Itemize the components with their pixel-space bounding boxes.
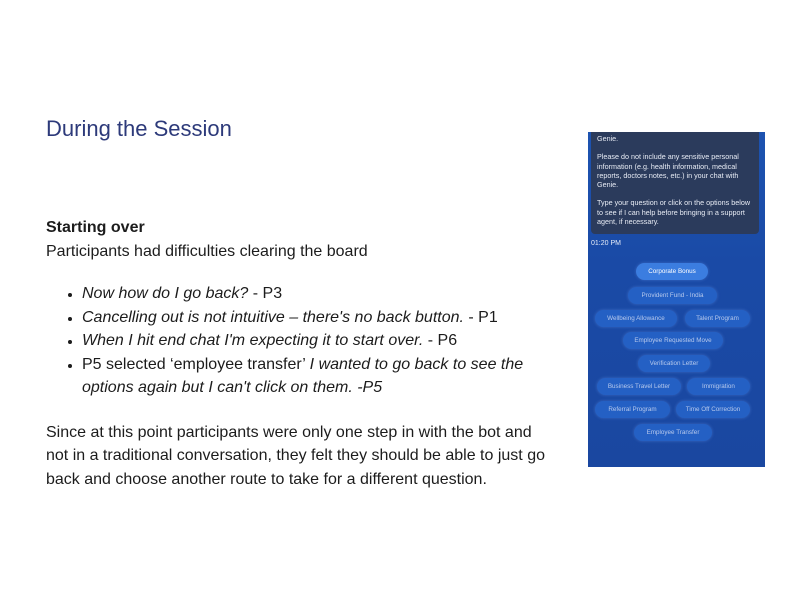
- bot-message-line: Type your question or click on the options below to see if I can help before bringing in a support agent, if necessary.: [597, 198, 751, 227]
- bot-message-bubble: [591, 132, 759, 234]
- bot-message-line: Please do not include any sensitive personal information (e.g. health information, medical reports, doctors notes, etc.) in your chat with Genie.: [597, 152, 739, 190]
- quote-prefix: P5 selected ‘employee transfer’: [82, 355, 310, 373]
- quote-text: Now how do I go back?: [82, 285, 249, 302]
- quote-attribution: - P1: [463, 308, 498, 326]
- intro-text: Participants had difficulties clearing the board: [46, 242, 368, 260]
- slide-title: During the Session: [46, 116, 232, 141]
- conclusion-text: Since at this point participants were only one step in with the bot and not in a traditional conversation, they felt they should be able to just go back and choose another route to take for a different question.: [46, 423, 545, 488]
- quote-item: [82, 282, 546, 306]
- option-business-travel-letter[interactable]: Business Travel Letter: [597, 378, 681, 395]
- quote-text: Cancelling out is not intuitive – there's no back button.: [82, 308, 464, 326]
- section-heading: Starting over: [46, 219, 145, 236]
- chat-screenshot: [588, 132, 765, 467]
- option-employee-transfer[interactable]: Employee Transfer: [634, 424, 712, 441]
- quote-item: [82, 353, 546, 400]
- option-talent-program[interactable]: Talent Program: [685, 310, 750, 327]
- option-verification-letter[interactable]: Verification Letter: [638, 355, 710, 372]
- quote-list: [46, 282, 546, 400]
- bot-message-line: Genie.: [597, 134, 619, 143]
- option-referral-program[interactable]: Referral Program: [595, 401, 670, 418]
- option-corporate-bonus[interactable]: Corporate Bonus: [636, 263, 708, 280]
- message-timestamp: 01:20 PM: [591, 240, 621, 247]
- option-wellbeing-allowance[interactable]: Wellbeing Allowance: [595, 310, 677, 327]
- option-provident-fund[interactable]: Provident Fund - India: [628, 287, 717, 304]
- slide-content: [46, 216, 546, 491]
- quote-attribution: - P6: [423, 332, 458, 349]
- quote-item: [82, 329, 546, 353]
- option-time-off-correction[interactable]: Time Off Correction: [676, 401, 750, 418]
- option-employee-requested-move[interactable]: Employee Requested Move: [623, 332, 723, 349]
- quote-text: I wanted to go back to see the options again but I can't click on them. -P5: [82, 355, 524, 396]
- quote-text: When I hit end chat I'm expecting it to start over.: [82, 332, 424, 349]
- quote-item: [82, 306, 546, 330]
- quote-attribution: - P3: [248, 285, 283, 302]
- option-immigration[interactable]: Immigration: [687, 378, 750, 395]
